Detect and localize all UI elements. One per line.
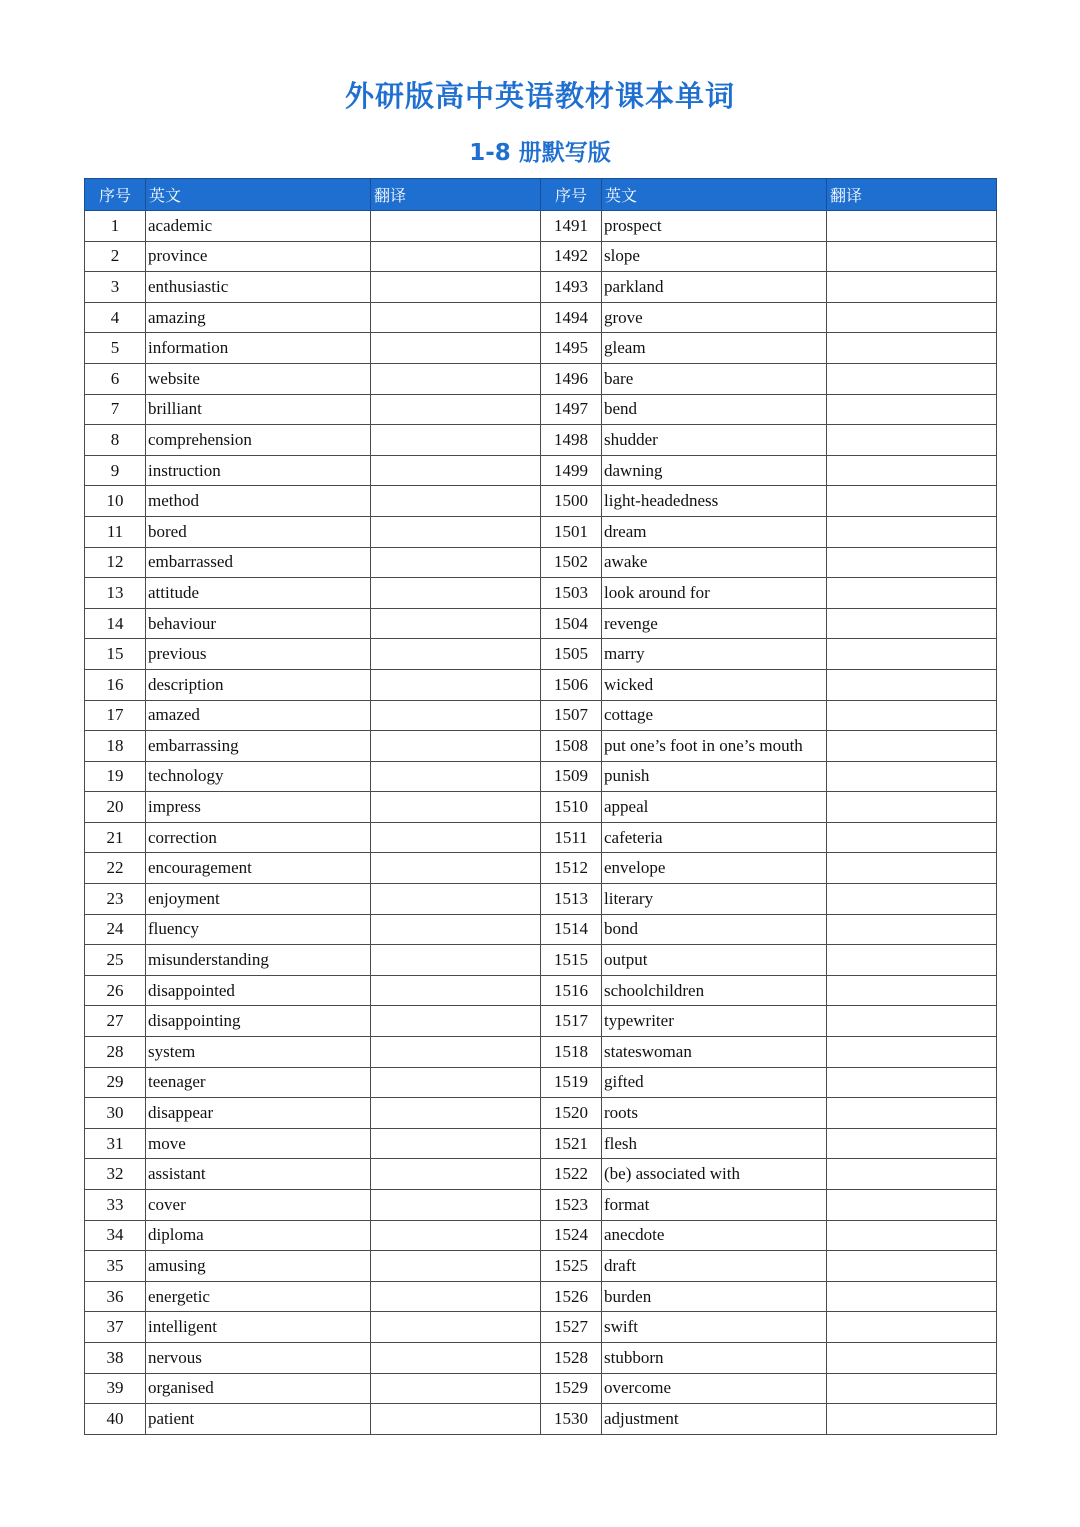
left-english-cell: nervous (146, 1342, 371, 1373)
right-number-cell: 1510 (541, 792, 602, 823)
right-translation-cell[interactable] (827, 1190, 997, 1221)
table-body (85, 211, 997, 1435)
left-english-cell: teenager (146, 1067, 371, 1098)
left-english-cell: comprehension (146, 425, 371, 456)
left-english-cell: patient (146, 1404, 371, 1435)
right-translation-cell[interactable] (827, 272, 997, 303)
left-number-cell: 39 (85, 1373, 146, 1404)
left-number-cell: 23 (85, 884, 146, 915)
left-english-cell: disappointing (146, 1006, 371, 1037)
right-number-cell: 1507 (541, 700, 602, 731)
right-translation-cell[interactable] (827, 1006, 997, 1037)
left-english-cell: energetic (146, 1281, 371, 1312)
left-number-cell: 21 (85, 822, 146, 853)
left-english-cell: amazing (146, 302, 371, 333)
left-translation-cell[interactable] (371, 700, 541, 731)
left-number-cell: 18 (85, 731, 146, 762)
right-translation-cell[interactable] (827, 1281, 997, 1312)
left-english-cell: cover (146, 1190, 371, 1221)
left-number-cell: 8 (85, 425, 146, 456)
right-number-cell: 1501 (541, 516, 602, 547)
left-number-cell: 29 (85, 1067, 146, 1098)
right-number-cell: 1494 (541, 302, 602, 333)
left-english-cell: previous (146, 639, 371, 670)
left-translation-cell[interactable] (371, 302, 541, 333)
right-translation-cell[interactable] (827, 669, 997, 700)
right-translation-cell[interactable] (827, 363, 997, 394)
right-translation-cell[interactable] (827, 700, 997, 731)
right-english-cell: put one’s foot in one’s mouth (602, 731, 827, 762)
table-row (85, 1128, 997, 1159)
left-english-cell: province (146, 241, 371, 272)
left-english-cell: diploma (146, 1220, 371, 1251)
left-number-cell: 27 (85, 1006, 146, 1037)
left-english-cell: organised (146, 1373, 371, 1404)
right-english-cell: wicked (602, 669, 827, 700)
right-translation-cell[interactable] (827, 608, 997, 639)
left-english-cell: attitude (146, 578, 371, 609)
left-english-cell: system (146, 1037, 371, 1068)
right-translation-cell[interactable] (827, 1037, 997, 1068)
right-number-cell: 1526 (541, 1281, 602, 1312)
right-translation-cell[interactable] (827, 945, 997, 976)
right-number-cell: 1509 (541, 761, 602, 792)
table-row (85, 1067, 997, 1098)
right-translation-cell[interactable] (827, 547, 997, 578)
left-english-cell: website (146, 363, 371, 394)
left-translation-cell[interactable] (371, 1373, 541, 1404)
left-number-cell: 26 (85, 975, 146, 1006)
left-translation-cell[interactable] (371, 425, 541, 456)
right-number-cell: 1521 (541, 1128, 602, 1159)
right-english-cell: stateswoman (602, 1037, 827, 1068)
table-row (85, 486, 997, 517)
left-number-cell: 3 (85, 272, 146, 303)
right-english-cell: look around for (602, 578, 827, 609)
left-number-cell: 15 (85, 639, 146, 670)
left-english-cell: amazed (146, 700, 371, 731)
right-number-cell: 1497 (541, 394, 602, 425)
table-row (85, 1404, 997, 1435)
left-number-cell: 9 (85, 455, 146, 486)
right-english-cell: schoolchildren (602, 975, 827, 1006)
left-translation-cell[interactable] (371, 516, 541, 547)
left-translation-cell[interactable] (371, 975, 541, 1006)
right-translation-cell[interactable] (827, 731, 997, 762)
right-number-cell: 1530 (541, 1404, 602, 1435)
right-number-cell: 1496 (541, 363, 602, 394)
table-row (85, 516, 997, 547)
left-english-cell: method (146, 486, 371, 517)
right-number-cell: 1505 (541, 639, 602, 670)
table-row (85, 669, 997, 700)
page-title: 外研版高中英语教材课本单词 (344, 79, 735, 113)
right-translation-cell[interactable] (827, 486, 997, 517)
left-translation-cell[interactable] (371, 1404, 541, 1435)
table-row (85, 241, 997, 272)
table-row (85, 731, 997, 762)
right-number-cell: 1522 (541, 1159, 602, 1190)
right-number-cell: 1516 (541, 975, 602, 1006)
left-english-cell: embarrassed (146, 547, 371, 578)
header-no-left: 序号 (85, 179, 146, 211)
left-english-cell: brilliant (146, 394, 371, 425)
table-row (85, 455, 997, 486)
right-translation-cell[interactable] (827, 455, 997, 486)
left-number-cell: 19 (85, 761, 146, 792)
left-number-cell: 7 (85, 394, 146, 425)
right-english-cell: dawning (602, 455, 827, 486)
left-english-cell: amusing (146, 1251, 371, 1282)
left-number-cell: 11 (85, 516, 146, 547)
right-english-cell: (be) associated with (602, 1159, 827, 1190)
right-number-cell: 1529 (541, 1373, 602, 1404)
right-number-cell: 1499 (541, 455, 602, 486)
table-row (85, 425, 997, 456)
right-english-cell: light-headedness (602, 486, 827, 517)
right-number-cell: 1502 (541, 547, 602, 578)
left-translation-cell[interactable] (371, 1037, 541, 1068)
right-english-cell: burden (602, 1281, 827, 1312)
left-number-cell: 34 (85, 1220, 146, 1251)
left-number-cell: 37 (85, 1312, 146, 1343)
right-english-cell: punish (602, 761, 827, 792)
right-translation-cell[interactable] (827, 1098, 997, 1129)
left-translation-cell[interactable] (371, 211, 541, 242)
left-number-cell: 5 (85, 333, 146, 364)
left-translation-cell[interactable] (371, 547, 541, 578)
right-number-cell: 1498 (541, 425, 602, 456)
right-number-cell: 1506 (541, 669, 602, 700)
left-number-cell: 6 (85, 363, 146, 394)
right-translation-cell[interactable] (827, 241, 997, 272)
right-english-cell: flesh (602, 1128, 827, 1159)
left-english-cell: disappear (146, 1098, 371, 1129)
left-translation-cell[interactable] (371, 853, 541, 884)
left-translation-cell[interactable] (371, 761, 541, 792)
right-english-cell: cafeteria (602, 822, 827, 853)
right-translation-cell[interactable] (827, 975, 997, 1006)
right-number-cell: 1503 (541, 578, 602, 609)
table-row (85, 822, 997, 853)
table-row (85, 1251, 997, 1282)
right-translation-cell[interactable] (827, 1067, 997, 1098)
table-row (85, 1006, 997, 1037)
left-translation-cell[interactable] (371, 1342, 541, 1373)
table-row (85, 1159, 997, 1190)
right-english-cell: draft (602, 1251, 827, 1282)
right-number-cell: 1492 (541, 241, 602, 272)
left-translation-cell[interactable] (371, 272, 541, 303)
left-english-cell: intelligent (146, 1312, 371, 1343)
right-english-cell: roots (602, 1098, 827, 1129)
left-number-cell: 13 (85, 578, 146, 609)
table-row (85, 1037, 997, 1068)
right-number-cell: 1524 (541, 1220, 602, 1251)
table-row (85, 884, 997, 915)
left-number-cell: 36 (85, 1281, 146, 1312)
left-number-cell: 38 (85, 1342, 146, 1373)
right-translation-cell[interactable] (827, 1220, 997, 1251)
table-row (85, 914, 997, 945)
right-english-cell: overcome (602, 1373, 827, 1404)
left-number-cell: 31 (85, 1128, 146, 1159)
right-number-cell: 1514 (541, 914, 602, 945)
right-number-cell: 1527 (541, 1312, 602, 1343)
right-translation-cell[interactable] (827, 792, 997, 823)
left-english-cell: behaviour (146, 608, 371, 639)
left-number-cell: 32 (85, 1159, 146, 1190)
header-english-left: 英文 (146, 179, 371, 211)
left-number-cell: 22 (85, 853, 146, 884)
right-translation-cell[interactable] (827, 1373, 997, 1404)
left-translation-cell[interactable] (371, 731, 541, 762)
right-number-cell: 1515 (541, 945, 602, 976)
right-translation-cell[interactable] (827, 516, 997, 547)
left-translation-cell[interactable] (371, 1067, 541, 1098)
left-number-cell: 30 (85, 1098, 146, 1129)
left-translation-cell[interactable] (371, 241, 541, 272)
right-english-cell: bare (602, 363, 827, 394)
left-translation-cell[interactable] (371, 792, 541, 823)
left-translation-cell[interactable] (371, 822, 541, 853)
right-translation-cell[interactable] (827, 1159, 997, 1190)
table-row (85, 1312, 997, 1343)
right-translation-cell[interactable] (827, 425, 997, 456)
left-number-cell: 33 (85, 1190, 146, 1221)
right-number-cell: 1504 (541, 608, 602, 639)
right-number-cell: 1518 (541, 1037, 602, 1068)
left-english-cell: move (146, 1128, 371, 1159)
right-english-cell: typewriter (602, 1006, 827, 1037)
right-english-cell: anecdote (602, 1220, 827, 1251)
left-translation-cell[interactable] (371, 914, 541, 945)
table-row (85, 1220, 997, 1251)
right-translation-cell[interactable] (827, 333, 997, 364)
right-english-cell: gifted (602, 1067, 827, 1098)
right-translation-cell[interactable] (827, 211, 997, 242)
table-row (85, 363, 997, 394)
table-row (85, 945, 997, 976)
left-english-cell: academic (146, 211, 371, 242)
right-translation-cell[interactable] (827, 822, 997, 853)
left-translation-cell[interactable] (371, 455, 541, 486)
table-row (85, 578, 997, 609)
right-english-cell: marry (602, 639, 827, 670)
table-row (85, 302, 997, 333)
left-english-cell: enjoyment (146, 884, 371, 915)
right-english-cell: format (602, 1190, 827, 1221)
table-row (85, 333, 997, 364)
left-english-cell: bored (146, 516, 371, 547)
right-translation-cell[interactable] (827, 914, 997, 945)
left-translation-cell[interactable] (371, 1159, 541, 1190)
table-row (85, 975, 997, 1006)
left-number-cell: 40 (85, 1404, 146, 1435)
right-number-cell: 1513 (541, 884, 602, 915)
right-english-cell: parkland (602, 272, 827, 303)
right-english-cell: appeal (602, 792, 827, 823)
table-row (85, 792, 997, 823)
table-row (85, 1098, 997, 1129)
right-english-cell: envelope (602, 853, 827, 884)
table-row (85, 1373, 997, 1404)
table-row (85, 608, 997, 639)
left-number-cell: 17 (85, 700, 146, 731)
left-number-cell: 25 (85, 945, 146, 976)
table-row (85, 761, 997, 792)
right-english-cell: output (602, 945, 827, 976)
right-translation-cell[interactable] (827, 1312, 997, 1343)
left-english-cell: enthusiastic (146, 272, 371, 303)
right-translation-cell[interactable] (827, 578, 997, 609)
left-translation-cell[interactable] (371, 945, 541, 976)
left-english-cell: embarrassing (146, 731, 371, 762)
right-number-cell: 1495 (541, 333, 602, 364)
left-translation-cell[interactable] (371, 1312, 541, 1343)
right-english-cell: awake (602, 547, 827, 578)
table-header-row (85, 179, 997, 211)
header-translation-right: 翻译 (827, 179, 997, 211)
right-translation-cell[interactable] (827, 1404, 997, 1435)
right-english-cell: cottage (602, 700, 827, 731)
header-english-right: 英文 (602, 179, 827, 211)
right-number-cell: 1500 (541, 486, 602, 517)
right-english-cell: slope (602, 241, 827, 272)
header-translation-left: 翻译 (371, 179, 541, 211)
right-number-cell: 1491 (541, 211, 602, 242)
left-translation-cell[interactable] (371, 639, 541, 670)
right-number-cell: 1519 (541, 1067, 602, 1098)
left-english-cell: technology (146, 761, 371, 792)
table-row (85, 272, 997, 303)
table-row (85, 211, 997, 242)
left-number-cell: 2 (85, 241, 146, 272)
left-translation-cell[interactable] (371, 1281, 541, 1312)
table-row (85, 547, 997, 578)
right-english-cell: bend (602, 394, 827, 425)
table-row (85, 1342, 997, 1373)
right-english-cell: grove (602, 302, 827, 333)
left-translation-cell[interactable] (371, 1251, 541, 1282)
left-english-cell: correction (146, 822, 371, 853)
left-translation-cell[interactable] (371, 363, 541, 394)
left-english-cell: fluency (146, 914, 371, 945)
right-number-cell: 1493 (541, 272, 602, 303)
right-english-cell: stubborn (602, 1342, 827, 1373)
left-number-cell: 4 (85, 302, 146, 333)
left-translation-cell[interactable] (371, 1006, 541, 1037)
right-translation-cell[interactable] (827, 1128, 997, 1159)
right-english-cell: gleam (602, 333, 827, 364)
left-english-cell: misunderstanding (146, 945, 371, 976)
page-subtitle: 1-8 册默写版 (469, 140, 611, 166)
right-number-cell: 1511 (541, 822, 602, 853)
left-translation-cell[interactable] (371, 1098, 541, 1129)
right-number-cell: 1520 (541, 1098, 602, 1129)
right-translation-cell[interactable] (827, 1342, 997, 1373)
right-english-cell: adjustment (602, 1404, 827, 1435)
left-english-cell: disappointed (146, 975, 371, 1006)
left-translation-cell[interactable] (371, 608, 541, 639)
right-number-cell: 1525 (541, 1251, 602, 1282)
left-number-cell: 10 (85, 486, 146, 517)
right-translation-cell[interactable] (827, 1251, 997, 1282)
right-number-cell: 1512 (541, 853, 602, 884)
right-number-cell: 1528 (541, 1342, 602, 1373)
right-english-cell: literary (602, 884, 827, 915)
right-translation-cell[interactable] (827, 761, 997, 792)
left-translation-cell[interactable] (371, 1190, 541, 1221)
right-english-cell: dream (602, 516, 827, 547)
left-english-cell: assistant (146, 1159, 371, 1190)
left-english-cell: instruction (146, 455, 371, 486)
left-translation-cell[interactable] (371, 669, 541, 700)
right-translation-cell[interactable] (827, 302, 997, 333)
left-english-cell: information (146, 333, 371, 364)
right-english-cell: bond (602, 914, 827, 945)
vocabulary-table (84, 178, 997, 1435)
left-number-cell: 24 (85, 914, 146, 945)
left-number-cell: 20 (85, 792, 146, 823)
right-translation-cell[interactable] (827, 884, 997, 915)
left-number-cell: 1 (85, 211, 146, 242)
left-translation-cell[interactable] (371, 884, 541, 915)
left-number-cell: 14 (85, 608, 146, 639)
right-english-cell: revenge (602, 608, 827, 639)
table-row (85, 1190, 997, 1221)
left-translation-cell[interactable] (371, 333, 541, 364)
right-number-cell: 1508 (541, 731, 602, 762)
left-number-cell: 28 (85, 1037, 146, 1068)
right-translation-cell[interactable] (827, 394, 997, 425)
right-translation-cell[interactable] (827, 639, 997, 670)
left-number-cell: 16 (85, 669, 146, 700)
table-row (85, 1281, 997, 1312)
header-no-right: 序号 (541, 179, 602, 211)
left-translation-cell[interactable] (371, 486, 541, 517)
left-english-cell: description (146, 669, 371, 700)
table-row (85, 700, 997, 731)
right-english-cell: prospect (602, 211, 827, 242)
left-number-cell: 35 (85, 1251, 146, 1282)
right-english-cell: shudder (602, 425, 827, 456)
left-translation-cell[interactable] (371, 578, 541, 609)
right-translation-cell[interactable] (827, 853, 997, 884)
right-number-cell: 1517 (541, 1006, 602, 1037)
right-english-cell: swift (602, 1312, 827, 1343)
left-number-cell: 12 (85, 547, 146, 578)
left-translation-cell[interactable] (371, 1220, 541, 1251)
left-english-cell: impress (146, 792, 371, 823)
table-row (85, 639, 997, 670)
table-row (85, 394, 997, 425)
table-row (85, 853, 997, 884)
left-english-cell: encouragement (146, 853, 371, 884)
left-translation-cell[interactable] (371, 394, 541, 425)
left-translation-cell[interactable] (371, 1128, 541, 1159)
right-number-cell: 1523 (541, 1190, 602, 1221)
